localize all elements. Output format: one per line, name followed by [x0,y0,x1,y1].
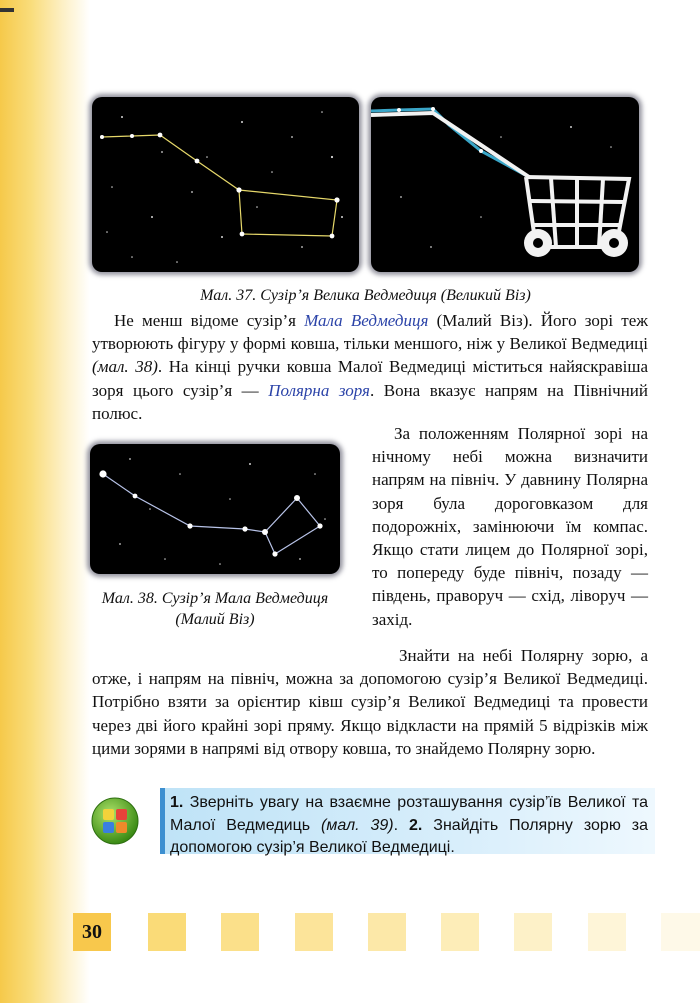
paragraph-1: Не менш відоме сузір’я Мала Ведмедиця (Малий Віз). Його зорі теж утворюють фігуру у формі ковша, тільки меншого, ніж у Великої Ведмедиці (мал. 38). На кінці ручки ковша Малої Ведмедиці міститься найяскравіша зоря цього сузір’я — Полярна зоря. Вона вказує напрям на Північний полюс. [92,311,649,423]
footer-decor-square [368,913,406,951]
cart-panel [371,97,639,272]
figure-38-caption: Мал. 38. Сузір’я Мала Ведмедиця (Малий Віз) [101,590,329,628]
page-side-gradient [0,0,90,1003]
term-polaris: Полярна зоря [268,380,370,400]
footer-decor-square [588,913,626,951]
corner-mark [0,8,14,12]
footer-decor-square [221,913,259,951]
task-text: 1. Зверніть увагу на взаємне розташування сузір’їв Великої та Малої Ведмедиць (мал. 39). 2. Знайдіть Полярну зорю за допомогою сузір’я Великої Ведмедиці. [170,794,649,856]
paragraph-3: Знайти на небі Полярну зорю, а отже, і напрям на північ, можна за допомогою сузір’я Великої Ведмедиці. Потрібно взяти за орієнтир ківш сузір’я Великої Ведмедиці та провести через дві його крайні зорі пряму. Якщо відкласти на прямій 5 відрізків між цими зорями в напрямі від отвору ковша, то знайдемо Полярну зорю. [92,646,648,758]
footer-decor-square [295,913,333,951]
footer-decor-square [514,913,552,951]
footer-decor-square [441,913,479,951]
footer-decor-square [661,913,700,951]
big-dipper-constellation-icon [92,97,359,272]
cart-illustration-icon [371,97,639,272]
paragraph-2: За положенням Полярної зорі на нічному небі можна визначити напрям на північ. У давнину Полярна зоря була дороговказом для подорожніх, замінюючи їм компас. Якщо стати лицем до Полярної зорі, то попереду буде північ, позаду — південь, праворуч — схід, ліворуч — захід. [372,424,648,629]
footer-decor-square [148,913,186,951]
figure-37-caption: Мал. 37. Сузір’я Велика Ведмедиця (Великий Віз) [200,287,531,304]
big-dipper-panel [92,97,359,272]
little-dipper-panel [90,444,340,574]
puzzle-icon [90,796,140,846]
little-dipper-constellation-icon [90,444,340,574]
figure-ref-39: (мал. 39) [321,816,394,834]
page-number: 30 [73,913,111,951]
term-little-dipper: Мала Ведмедиця [304,311,429,330]
figure-ref-38: (мал. 38) [92,357,158,377]
